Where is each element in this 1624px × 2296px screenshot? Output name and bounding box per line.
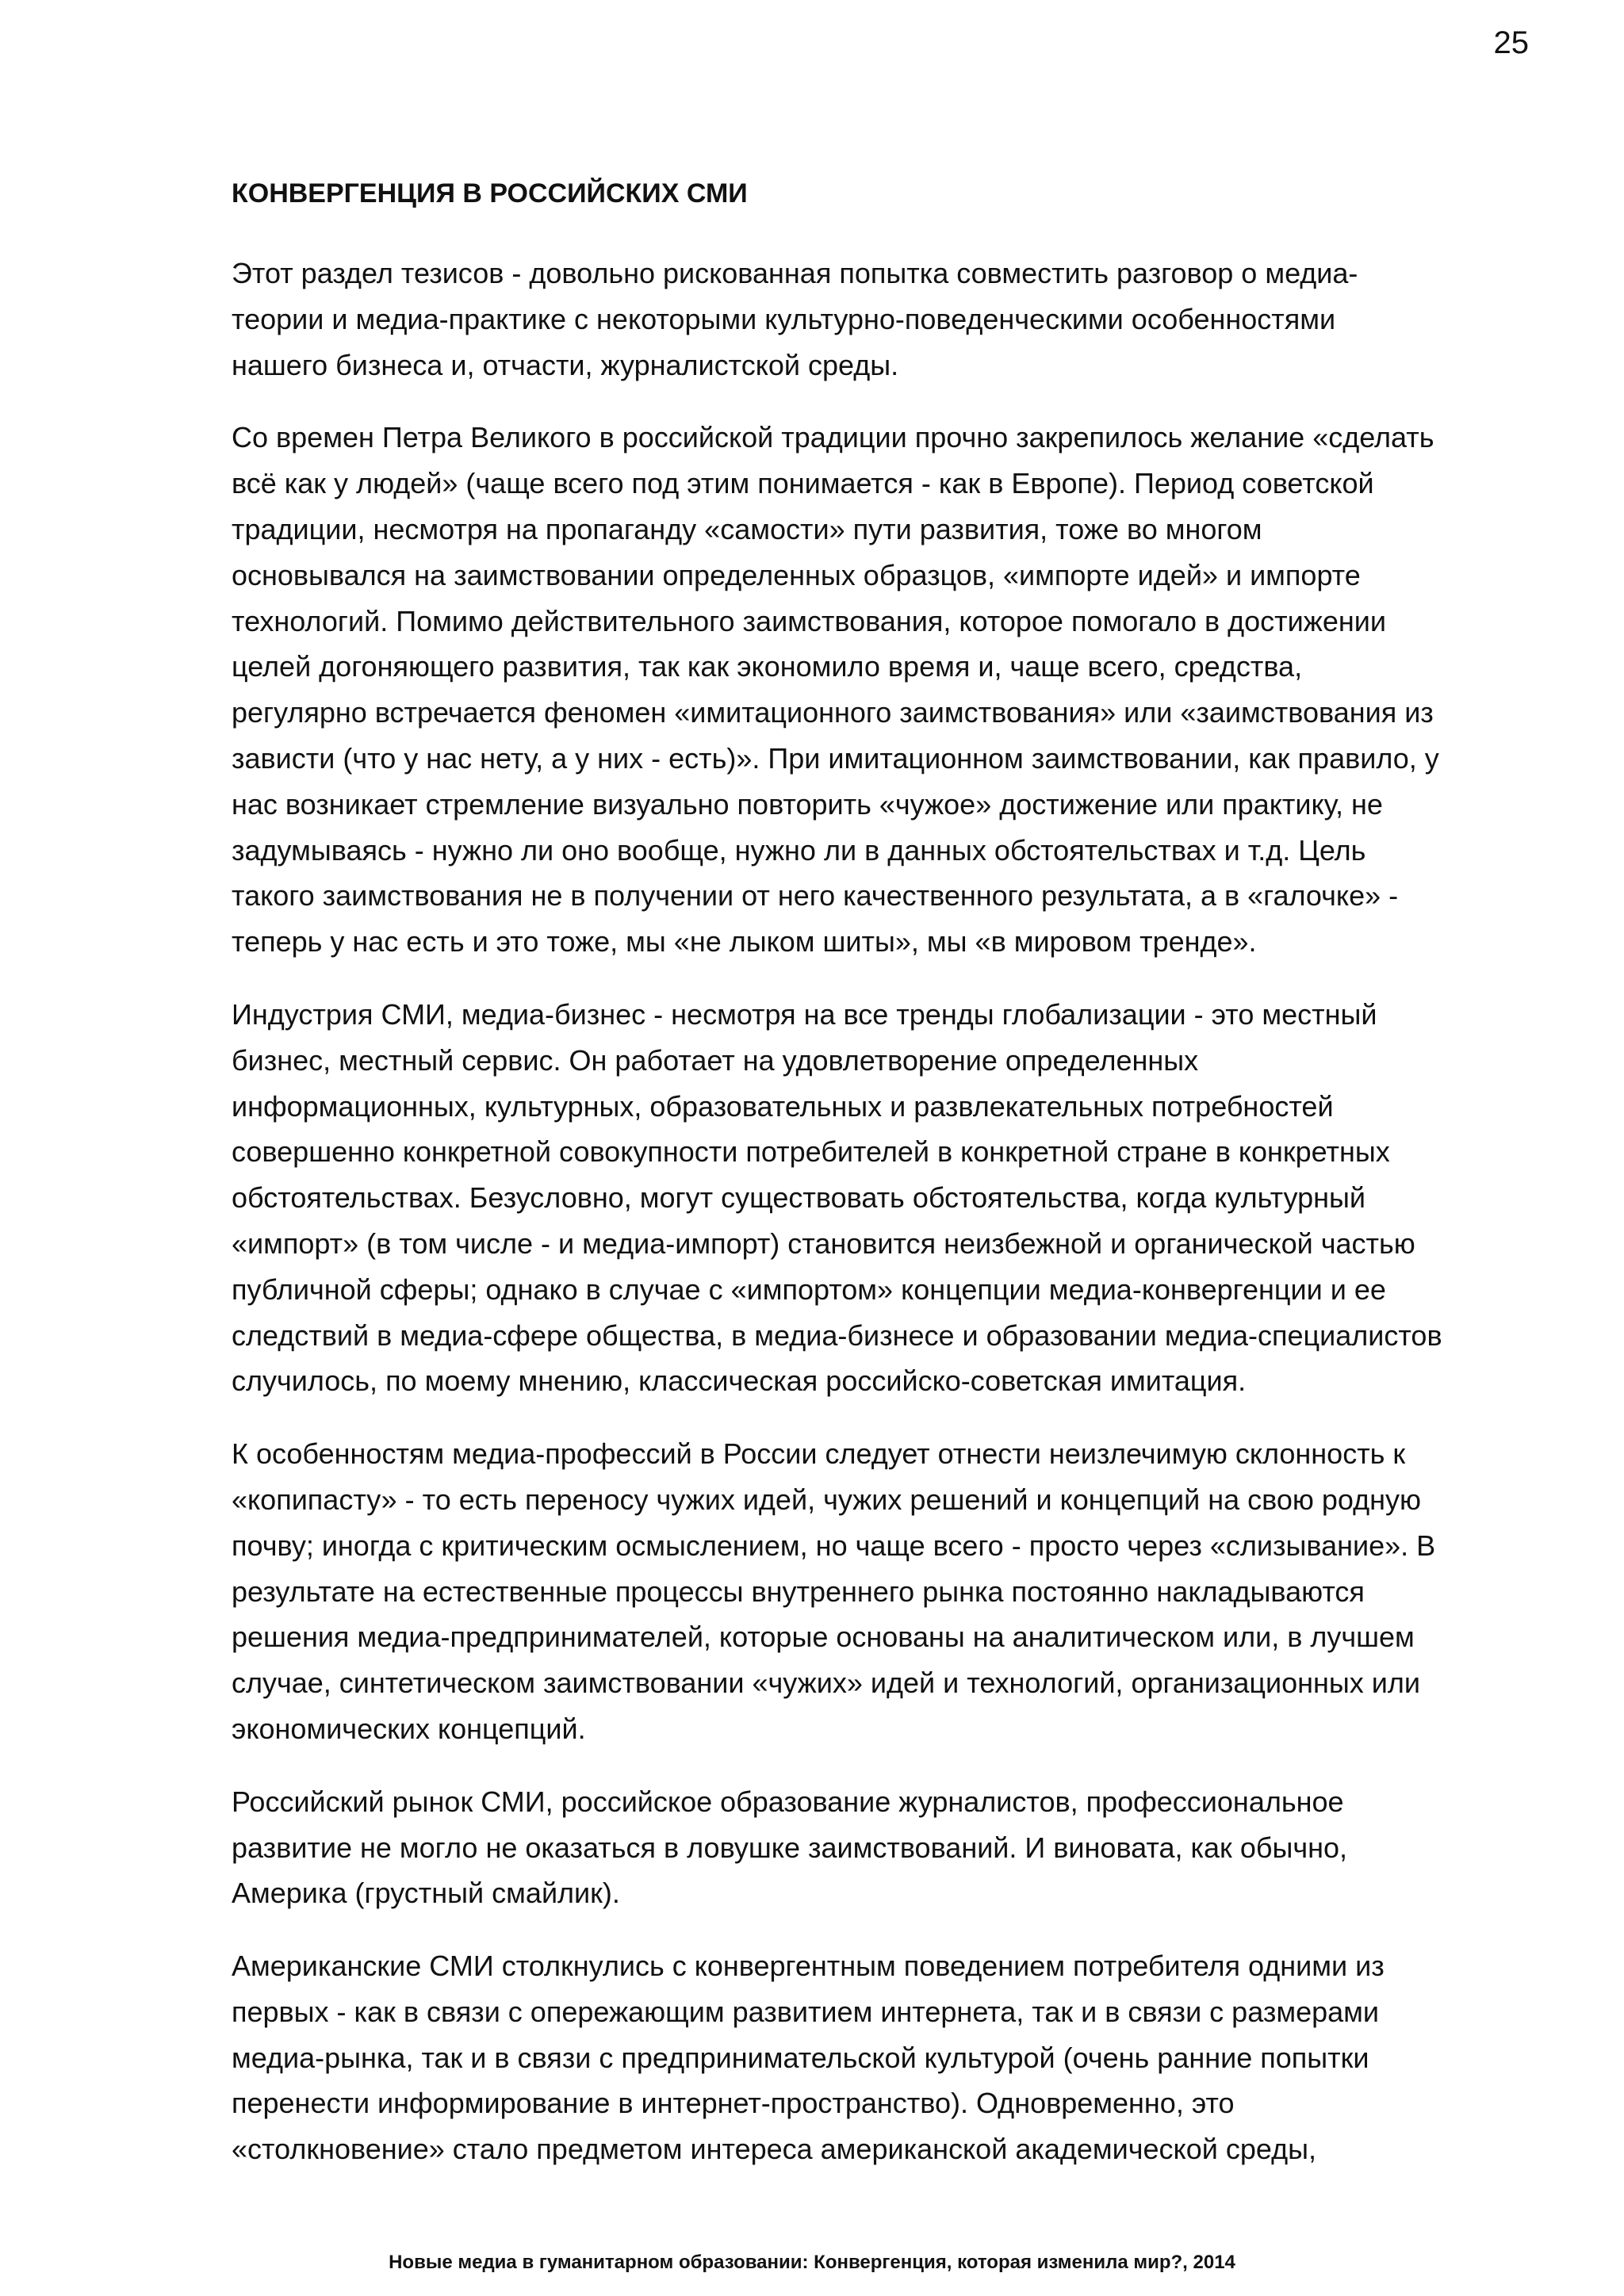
paragraph-line: медиа-рынка, так и в связи с предпринимательской культурой (очень ранние попытки (232, 2041, 1369, 2074)
paragraph-line: решения медиа-предпринимателей, которые основаны на аналитическом или, в лучшем (232, 1621, 1415, 1654)
paragraph-line: зависти (что у нас нету, а у них - есть)». При имитационном заимствовании, как правило, у (232, 741, 1439, 775)
paragraph-line: развитие не могло не оказаться в ловушке заимствований. И виновата, как обычно, (232, 1831, 1347, 1864)
paragraph-line: случилось, по моему мнению, классическая российско-советская имитация. (232, 1364, 1247, 1398)
paragraph-line: теории и медиа-практике с некоторыми культурно-поведенческими особенностями (232, 302, 1336, 335)
paragraph-line: всё как у людей» (чаще всего под этим понимается - как в Европе). Период советской (232, 467, 1374, 500)
paragraph-line: «импорт» (в том числе - и медиа-импорт) становится неизбежной и органической частью (232, 1226, 1415, 1260)
paragraph-line: первых - как в связи с опережающим развитием интернета, так и в связи с размерами (232, 1995, 1379, 2028)
paragraphs (232, 251, 1508, 2172)
paragraph-line: перенести информирование в интернет-пространство). Одновременно, это (232, 2087, 1235, 2120)
paragraph-line: Этот раздел тезисов - довольно рискованная попытка совместить разговор о медиа- (232, 257, 1358, 289)
page-number: 25 (1493, 25, 1529, 60)
paragraph-line: традиции, несмотря на пропаганду «самости» пути развития, тоже во многом (232, 512, 1262, 545)
paragraph-line: Индустрия СМИ, медиа-бизнес - несмотря на все тренды глобализации - это местный (232, 997, 1377, 1031)
paragraph-line: основывался на заимствовании определенных образцов, «импорте идей» и импорте (232, 558, 1361, 591)
page-footer: Новые медиа в гуманитарном образовании: Конвергенция, которая изменила мир?, 2014 (389, 2252, 1235, 2273)
paragraph-line: экономических концепций. (232, 1712, 586, 1745)
paragraph-line: следствий в медиа-сфере общества, в медиа-бизнесе и образовании медиа-специалистов (232, 1318, 1442, 1352)
paragraph-line: целей догоняющего развития, так как экономило время и, чаще всего, средства, (232, 650, 1303, 683)
paragraph-line: «столкновение» стало предметом интереса американской академической среды, (232, 2133, 1316, 2166)
paragraph-line: Российский рынок СМИ, российское образование журналистов, профессиональное (232, 1785, 1344, 1818)
paragraph-line: Американские СМИ столкнулись с конвергентным поведением потребителя одними из (232, 1950, 1385, 1983)
paragraph (232, 992, 1508, 1404)
paragraph-line: обстоятельствах. Безусловно, могут существовать обстоятельства, когда культурный (232, 1181, 1365, 1215)
paragraph (232, 1431, 1508, 1752)
paragraph (232, 251, 1508, 388)
paragraph-line: результате на естественные процессы внутреннего рынка постоянно накладываются (232, 1575, 1365, 1608)
paragraph-line: публичной сферы; однако в случае с «импортом» концепции медиа-конвергенции и ее (232, 1272, 1386, 1306)
paragraph-line: К особенностям медиа-профессий в России следует отнести неизлечимую склонность к (232, 1437, 1406, 1471)
paragraph-line: теперь у нас есть и это тоже, мы «не лыком шиты», мы «в мировом тренде». (232, 925, 1257, 959)
paragraph-line: почву; иногда с критическим осмыслением, но чаще всего - просто через «слизывание». В (232, 1529, 1436, 1562)
paragraph-line: технологий. Помимо действительного заимствования, которое помогало в достижении (232, 604, 1386, 637)
paragraph-line: информационных, культурных, образовательных и развлекательных потребностей (232, 1089, 1334, 1123)
paragraph-line: Со времен Петра Великого в российской традиции прочно закрепилось желание «сделать (232, 421, 1434, 454)
paragraph-line: задумываясь - нужно ли оно вообще, нужно ли в данных обстоятельствах и т.д. Цель (232, 833, 1366, 867)
paragraph-line: случае, синтетическом заимствовании «чужих» идей и технологий, организационных или (232, 1667, 1420, 1700)
paragraph (232, 1943, 1508, 2172)
section-title: КОНВЕРГЕНЦИЯ В РОССИЙСКИХ СМИ (232, 178, 748, 209)
paragraph-line: Америка (грустный смайлик). (232, 1877, 620, 1910)
paragraph-line: «копипасту» - то есть переносу чужих идей, чужих решений и концепций на свою родную (232, 1483, 1421, 1516)
paragraph-line: бизнес, местный сервис. Он работает на удовлетворение определенных (232, 1043, 1199, 1077)
paragraph-line: совершенно конкретной совокупности потребителей в конкретной стране в конкретных (232, 1135, 1390, 1169)
document-body (232, 174, 1508, 2199)
paragraph-line: регулярно встречается феномен «имитационного заимствования» или «заимствования из (232, 696, 1434, 729)
paragraph-line: нашего бизнеса и, отчасти, журналистской среды. (232, 348, 899, 381)
paragraph (232, 1779, 1508, 1916)
paragraph-line: нас возникает стремление визуально повторить «чужое» достижение или практику, не (232, 787, 1383, 821)
paragraph (232, 415, 1508, 965)
paragraph-line: такого заимствования не в получении от него качественного результата, а в «галочке» - (232, 879, 1399, 913)
